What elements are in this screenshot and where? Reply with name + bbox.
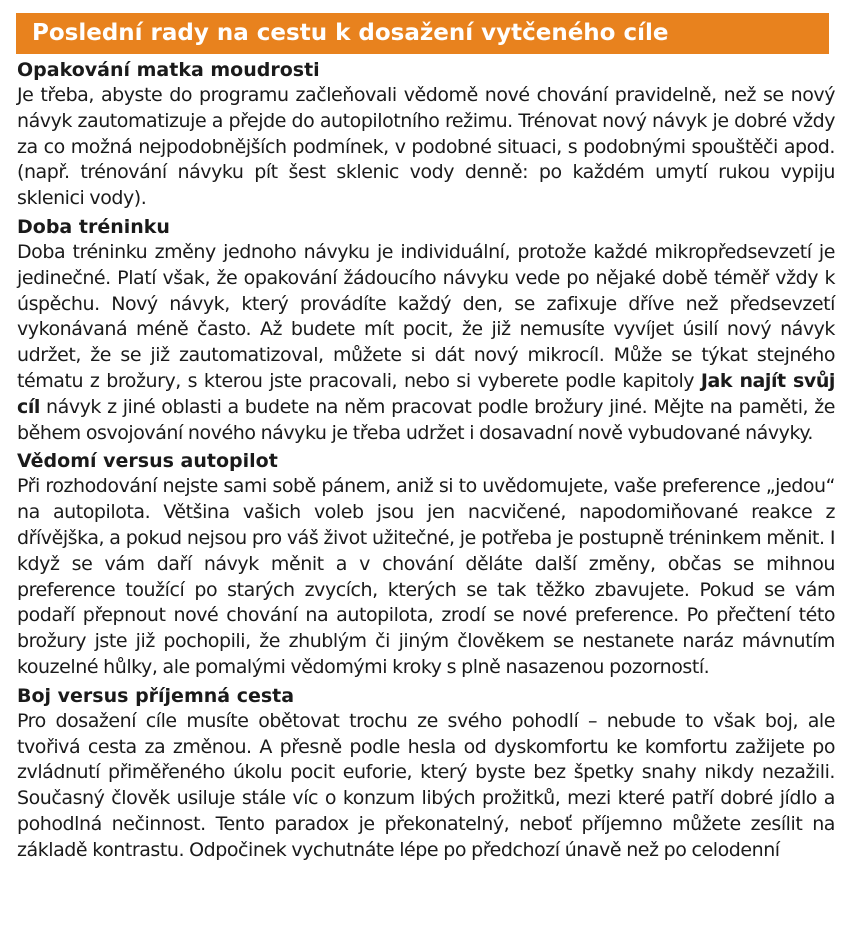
- page-title: Poslední rady na cestu k dosažení vytčeného cíle: [16, 13, 829, 54]
- section-text-awareness: Při rozhodování nejste sami sobě pánem, aniž si to uvědomujete, vaše preference „jedou“ na autopilota. Většina vašich voleb jsou jen nacvičené, napodomiňované reakce z dřívějška, a pokud nejsou pro váš život užitečné, je potřeba je postupně tréninkem měnit. I když se vám daří návyk měnit a v chování děláte další změny, občas se mihnou preference toužící po starých zvycích, kterých se tak těžko zbavujete. Pokud se vám podaří přepnout nové chování na autopilota, zrodí se nové preference. Po přečtení této brožury jste již pochopili, že zhublým či jiným člověkem se nestanete naráz mávnutím kouzelné hůlky, ale pomalými vědomými kroky s plně nasazenou pozorností.: [17, 475, 835, 678]
- section-heading-repetition: Opakování matka moudrosti: [17, 59, 320, 81]
- document-body: [17, 58, 835, 867]
- text-run: Doba tréninku změny jednoho návyku je individuální, protože každé mikropředsevzetí je jedinečné. Platí však, že opakování žádoucího návyku vede po nějaké době téměř vždy k úspěchu. Nový návyk, který provádíte každý den, se zafixuje dříve než předsevzetí vykonávaná méně často. Až budete mít pocit, že již nemusíte vyvíjet úsilí nový návyk udržet, že se již zautomatizoval, můžete si dát nový mikrocíl. Může se týkat stejného tématu z brožury, s kterou jste pracovali, nebo si vyberete podle kapitoly: [17, 240, 835, 392]
- section-text-training-duration: [17, 240, 835, 446]
- section-heading-awareness: Vědomí versus autopilot: [17, 450, 278, 473]
- text-run: návyk z jiné oblasti a budete na něm pracovat podle brožury jiné. Mějte na paměti, že během osvojování nového návyku je třeba udržet i dosavadní nově vybudované návyky.: [17, 395, 835, 444]
- section-heading-training-duration: Doba tréninku: [17, 215, 170, 238]
- emphasis-text: Jak najít svůj cíl: [17, 369, 835, 418]
- section-heading-fight-vs-journey: Boj versus příjemná cesta: [17, 684, 295, 707]
- section-text-repetition: Je třeba, abyste do programu začleňovali vědomě nové chování pravidelně, než se nový návyk zautomatizuje a přejde do autopilotního režimu. Trénovat nový návyk je dobré vždy za co možná nejpodobnějších podmínek, v podobné situaci, s podobnými spouštěči apod. (např. trénování návyku pít šest sklenic vody denně: po každém umytí rukou vypiju sklenici vody).: [17, 84, 835, 210]
- section-text-fight-vs-journey: Pro dosažení cíle musíte obětovat trochu ze svého pohodlí – nebude to však boj, ale tvořivá cesta za změnou. A přesně podle hesla od dyskomfortu ke komfortu zažijete po zvládnutí přiměřeného úkolu pocit euforie, který byste bez špetky snahy nikdy nezažili. Současný člověk usiluje stále víc o konzum libých prožitků, mezi které patří dobré jídlo a pohodlná nečinnost. Tento paradox je překonatelný, neboť příjemno můžete zesílit na základě kontrastu. Odpočinek vychutnáte lépe po předchozí únavě než po celodenní: [17, 709, 835, 861]
